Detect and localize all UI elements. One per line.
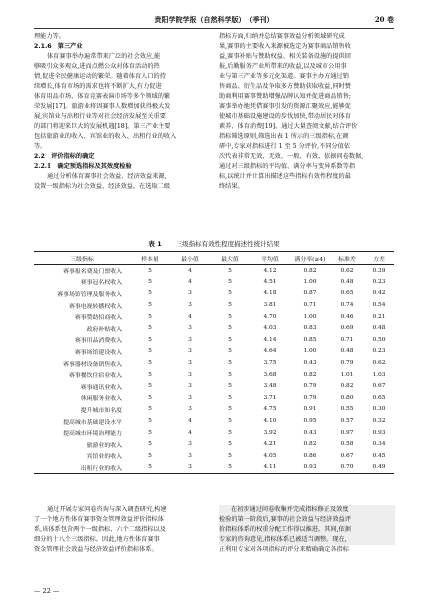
indicator-name-cell: 赛事电视转播权收入 [68, 303, 122, 310]
table-cell: 0.42 [372, 290, 386, 297]
table-cell: 0.34 [372, 441, 386, 448]
left-column [34, 32, 210, 192]
indicator-name-cell: 赛事通讯业收入 [80, 384, 122, 391]
indicator-name-cell: 赛事器材设备销售收入 [63, 361, 122, 368]
table-cell: 5 [148, 441, 152, 448]
table-row [34, 265, 394, 277]
table-cell: 4.14 [263, 336, 277, 343]
stats-table [34, 251, 394, 474]
indicator-name-cell: 提高城市基础建设水平 [63, 419, 122, 426]
table-cell: 0.32 [372, 418, 386, 425]
text-line: 体育用品市场、体育竞赛表演市场等多个领域的繁 [34, 93, 171, 100]
text-line: 助商利用赛事赞助增强品牌认知并促进商品销售; [219, 93, 352, 100]
table-cell: 5 [228, 441, 232, 448]
table-cell: 5 [228, 429, 232, 436]
header-rule [34, 28, 394, 29]
table-cell: 0.65 [372, 394, 386, 401]
table-cell: 5 [228, 267, 232, 274]
table-cell: 4 [188, 278, 192, 285]
text-line: 指标筛选原则,筛选出表 1 所示的三级指标,在调 [219, 133, 349, 140]
table-cell: 5 [228, 394, 232, 401]
running-header [34, 14, 394, 26]
table-cell: 5 [148, 348, 152, 355]
text-line: 资金管理社会效益与经济效益评价指标体系。 [34, 546, 158, 553]
table-cell: 3.81 [263, 302, 277, 309]
text-line: 的部门将迎来巨大的发展机遇[18]。第三产业主要 [34, 123, 171, 130]
table-cell: 0.48 [340, 278, 354, 285]
text-line: 通过对三级指标的平均值、满分率与变异系数等指 [219, 163, 356, 170]
text-line: 益,赛事补贴与赞助权益、相关装备设施的提供回 [219, 53, 351, 60]
table-cell: 3.71 [263, 394, 277, 401]
table-cell: 5 [148, 336, 152, 343]
table-cell: 1.01 [340, 371, 354, 378]
table-cell: 5 [148, 406, 152, 413]
text-line: 体育赛事举办遍常带来广泛的社会效应,能 [47, 53, 161, 60]
table-row [34, 288, 394, 300]
table-cell: 0.71 [303, 302, 317, 309]
table-cell: 0.30 [372, 406, 386, 413]
table-row [34, 380, 394, 392]
table-cell: 3 [188, 394, 192, 401]
table-cell: 4 [188, 313, 192, 320]
table-cell: 4.64 [263, 348, 277, 355]
table-cell: 5 [148, 325, 152, 332]
indicator-name-cell: 赛事用品消费收入 [74, 338, 122, 345]
table-cell: 1.03 [372, 371, 386, 378]
table-cell: 0.58 [340, 441, 354, 448]
table-row [34, 369, 394, 381]
text-line: 荣发展[17]。旅游业将因赛事人数增加获得极大发 [34, 103, 171, 110]
table-title: 三级指标有效性程度描述性统计结果 [175, 240, 280, 248]
indicator-name-cell: 赛事报名费及门票收入 [63, 269, 122, 276]
table-cell: 4.18 [263, 290, 277, 297]
table-cell: 4.51 [263, 278, 277, 285]
table-cell: 4.70 [263, 313, 277, 320]
table-cell: 5 [130, 462, 170, 474]
table-cell: 0.69 [340, 325, 354, 332]
column-header: 三级指标 [34, 252, 130, 265]
table-cell: 3 [188, 452, 192, 459]
table-cell: 3 [188, 290, 192, 297]
table-row [34, 322, 394, 334]
table-cell: 4.05 [263, 452, 277, 459]
table-cell: 3.68 [263, 371, 277, 378]
table-cell: 0.82 [340, 383, 354, 390]
table-cell: 0.48 [372, 325, 386, 332]
text-line: 使城市基础设施建设的步伐加快,带动居民对体育 [219, 113, 351, 120]
table-row [34, 357, 394, 369]
column-header: 样本量 [130, 252, 170, 265]
highlighted-paragraph [219, 505, 395, 515]
page-number: — 22 — [34, 587, 60, 595]
table-row [34, 346, 394, 358]
table-cell: 5 [148, 452, 152, 459]
indicator-name-cell: 赛事场馆建设收入 [74, 349, 122, 356]
table-cell: 0.87 [303, 290, 317, 297]
table-cell: 0.21 [372, 313, 386, 320]
table-cell: 3 [188, 325, 192, 332]
column-header: 方差 [364, 252, 394, 265]
table-row [34, 299, 394, 311]
table-cell: 3 [170, 462, 210, 474]
table-row [34, 404, 394, 416]
table-cell: 5 [148, 429, 152, 436]
table-cell: 0.82 [303, 267, 317, 274]
table-row [34, 276, 394, 288]
table-cell: 1.00 [303, 278, 317, 285]
right-column [219, 32, 395, 192]
table-cell: 5 [148, 313, 152, 320]
table-cell: 5 [228, 418, 232, 425]
subsection-heading: 2.2.1 确定预选指标及其效度检验 [34, 163, 132, 170]
text-line: 系,该体系包含两个一级指标、六个二级指标以及 [34, 526, 166, 533]
table-cell: 0.23 [372, 278, 386, 285]
table-cell: 0.67 [372, 383, 386, 390]
table-cell: 3 [188, 360, 192, 367]
column-header: 最大值 [210, 252, 250, 265]
text-line: 够吸引众多观众,进而点燃公众对体育活动的热 [34, 63, 160, 70]
text-line: 设置一级指标为社会效益、经济效益。在选取二级 [34, 183, 171, 190]
table-cell: 4.21 [263, 441, 277, 448]
text-line: 素养、体育消费[19]。通过大量查阅文献,结合评价 [219, 123, 358, 130]
indicator-name-cell: 赛事赞助招商收入 [74, 315, 122, 322]
text-line: 包括旅游业的收入、宾馆业的收入、出租行业的收入 [34, 133, 177, 140]
indicator-name-cell: 政府补贴收入 [86, 326, 122, 333]
table-cell: 0.65 [340, 290, 354, 297]
indicator-name-cell: 提升城市知名度 [80, 407, 122, 414]
table-cell: 3.92 [263, 429, 277, 436]
table-cell: 4.11 [250, 462, 290, 474]
table-cell: 0.82 [303, 371, 317, 378]
table-cell: 5 [148, 290, 152, 297]
table-row [34, 427, 394, 439]
table-cell: 0.50 [372, 336, 386, 343]
table-cell: 5 [228, 325, 232, 332]
table-cell: 5 [228, 278, 232, 285]
table-cell: 5 [148, 383, 152, 390]
table-cell: 0.97 [340, 429, 354, 436]
table-cell: 5 [148, 302, 152, 309]
table-cell: 0.49 [364, 462, 394, 474]
text-line: 细分的十八个三级指标。因此,地方性体育赛事 [34, 536, 160, 543]
column-header: 满分率(≥4) [290, 252, 330, 265]
table-cell: 0.43 [303, 360, 317, 367]
table-cell: 5 [228, 290, 232, 297]
indicator-name-cell: 休闲服务业收入 [80, 396, 122, 403]
bottom-right-column [219, 505, 395, 555]
table-cell: 5 [228, 383, 232, 390]
table-cell: 5 [210, 462, 250, 474]
table-cell: 0.48 [340, 348, 354, 355]
text-line: 通过分析体育赛事社会效益、经济效益来源, [47, 173, 167, 180]
table-cell: 4.03 [263, 325, 277, 332]
table-cell: 4 [188, 267, 192, 274]
table-cell: 5 [148, 418, 152, 425]
table-cell: 3.75 [263, 360, 277, 367]
table-cell: 5 [228, 302, 232, 309]
text-line: 次代表非常无效、无效、一般、有效、依据问卷数据, [219, 153, 364, 160]
text-line: 售商品、衍生品及争取多方赞助获取收益,同时赞 [219, 83, 351, 90]
table-cell: 0.79 [303, 383, 317, 390]
table-cell: 5 [228, 348, 232, 355]
text-line: 正利用专家对各项指标的评分来精确确定各指标 [219, 546, 349, 553]
table-cell: 3 [188, 383, 192, 390]
table-row [34, 438, 394, 450]
table-cell: 5 [228, 452, 232, 459]
table-cell: 5 [148, 278, 152, 285]
table-cell: 0.74 [340, 302, 354, 309]
table-cell: 0.39 [372, 267, 386, 274]
table-cell: 4 [188, 418, 192, 425]
indicator-name-cell: 旅游业的收入 [86, 442, 122, 449]
table-cell: 4.12 [263, 267, 277, 274]
table-cell: 5 [228, 360, 232, 367]
text-line: 终结果。 [219, 183, 244, 190]
table-cell: 5 [228, 313, 232, 320]
table-cell: 0.45 [372, 452, 386, 459]
section-heading: 2.2 评价指标的确定 [34, 153, 95, 160]
table-cell: 0.67 [340, 452, 354, 459]
table-cell: 4.75 [263, 406, 277, 413]
text-line: 报,后勤服务产业所带来的收益,以及城市公用事 [219, 63, 347, 70]
text-line: 指标方面,归纳并总结赛事效益分析领域研究成 [219, 33, 345, 40]
table-cell: 0.71 [340, 336, 354, 343]
table-cell: 5 [148, 394, 152, 401]
text-line: 在初步通过问卷收集并完成指标修正及效度 [231, 506, 349, 513]
text-line: 理能力等。 [34, 33, 65, 40]
table-row [34, 392, 394, 404]
table-cell: 4 [188, 429, 192, 436]
table-cell: 0.83 [303, 325, 317, 332]
column-header: 标准差 [330, 252, 364, 265]
table-cell: 5 [228, 406, 232, 413]
table-cell: 5 [228, 371, 232, 378]
table-row [34, 415, 394, 427]
table-row [34, 462, 394, 474]
table-cell: 5 [148, 360, 152, 367]
indicator-name-cell: 赛事场馆管理及服务收入 [57, 291, 122, 298]
table-cell: 0.62 [340, 267, 354, 274]
table-cell: 0.46 [340, 313, 354, 320]
table-cell: 5 [148, 267, 152, 274]
text-line: 等。 [34, 143, 47, 150]
table-cell: 0.95 [303, 418, 317, 425]
table-cell: 3 [188, 371, 192, 378]
table-cell: 0.85 [303, 336, 317, 343]
table-cell: 0.55 [340, 406, 354, 413]
volume-label: 20 卷 [374, 15, 394, 24]
table-cell: 0.93 [290, 462, 330, 474]
section-heading: 2.1.6 第三产业 [34, 43, 83, 50]
table-cell: 3.48 [263, 383, 277, 390]
indicator-name-cell: 出租行业的收入 [34, 462, 130, 474]
table-row [34, 450, 394, 462]
indicator-name-cell: 赛事餐饮住宿业收入 [68, 373, 122, 380]
table-cell: 5 [228, 336, 232, 343]
text-line: 赛事举办地凭借赛事引发的资源汇聚效应,能够促 [219, 103, 351, 110]
table-cell: 3 [188, 406, 192, 413]
table-row [34, 334, 394, 346]
indicator-name-cell: 提高城市环境治理能力 [63, 431, 122, 438]
text-line: 通过开展专家问卷咨询与深入调查研究,构建 [47, 506, 167, 513]
table-row [34, 311, 394, 323]
text-line: 续增长,体育市场的需求也将不断扩大,有力促进 [34, 83, 162, 90]
table-cell: 1.00 [303, 313, 317, 320]
table-header-row [34, 252, 394, 265]
table-cell: 3 [188, 348, 192, 355]
journal-title: 贵阳学院学报（自然科学版） （季刊） [154, 15, 274, 24]
text-line: 价指标体系的权重分配工作得以推进。其间,依据 [219, 526, 351, 533]
bottom-left-column [34, 505, 210, 555]
table-cell: 0.91 [303, 406, 317, 413]
text-line: 业与第三产业等多元化渠道。赛事主办方通过销 [219, 73, 349, 80]
text-line: 展,宾馆业与出租行业等对社会经济发展至关重要 [34, 113, 166, 120]
table-cell: 0.54 [372, 302, 386, 309]
indicator-name-cell: 宾馆业的收入 [86, 454, 122, 461]
table-cell: 0.82 [303, 441, 317, 448]
table-cell: 0.79 [340, 360, 354, 367]
table-cell: 3 [188, 302, 192, 309]
table-cell: 0.93 [372, 429, 386, 436]
table-cell: 0.70 [330, 462, 364, 474]
table-cell: 4.10 [263, 418, 277, 425]
table-cell: 0.43 [303, 429, 317, 436]
text-line: 专家的咨询意见,指标体系已被适当调整。现在, [219, 536, 347, 543]
table-cell: 5 [148, 371, 152, 378]
table-cell: 0.57 [340, 418, 354, 425]
table-cell: 3 [188, 441, 192, 448]
text-line: 研中,专家对指标进行 1 至 5 分评价,不同分值依 [219, 143, 351, 150]
table-cell: 3 [188, 336, 192, 343]
table-cell: 0.79 [303, 394, 317, 401]
table-label: 表 1 [148, 240, 162, 248]
table-cell: 0.23 [372, 348, 386, 355]
column-header: 最小值 [170, 252, 210, 265]
text-line: 果,赛事的主要收入来源被选定为赛事商品销售收 [219, 43, 351, 50]
text-line: 情,促进全民健康运动的繁荣。随着体育人口的持 [34, 73, 166, 80]
text-line: 标,以统计并计算出描述这些指标有效性程度的最 [219, 173, 351, 180]
indicator-name-cell: 赛事冠名权收入 [80, 280, 122, 287]
table-cell: 0.86 [303, 452, 317, 459]
text-line: 检验的第一阶段后,赛事的社会效益与经济效益评 [219, 516, 351, 523]
table-cell: 0.80 [340, 394, 354, 401]
table-caption [34, 239, 394, 248]
table-cell: 1.00 [303, 348, 317, 355]
table-cell: 0.62 [372, 360, 386, 367]
text-line: 了一个地方性体育赛事资金管理效益评价指标体 [34, 516, 164, 523]
column-header: 平均值 [250, 252, 290, 265]
